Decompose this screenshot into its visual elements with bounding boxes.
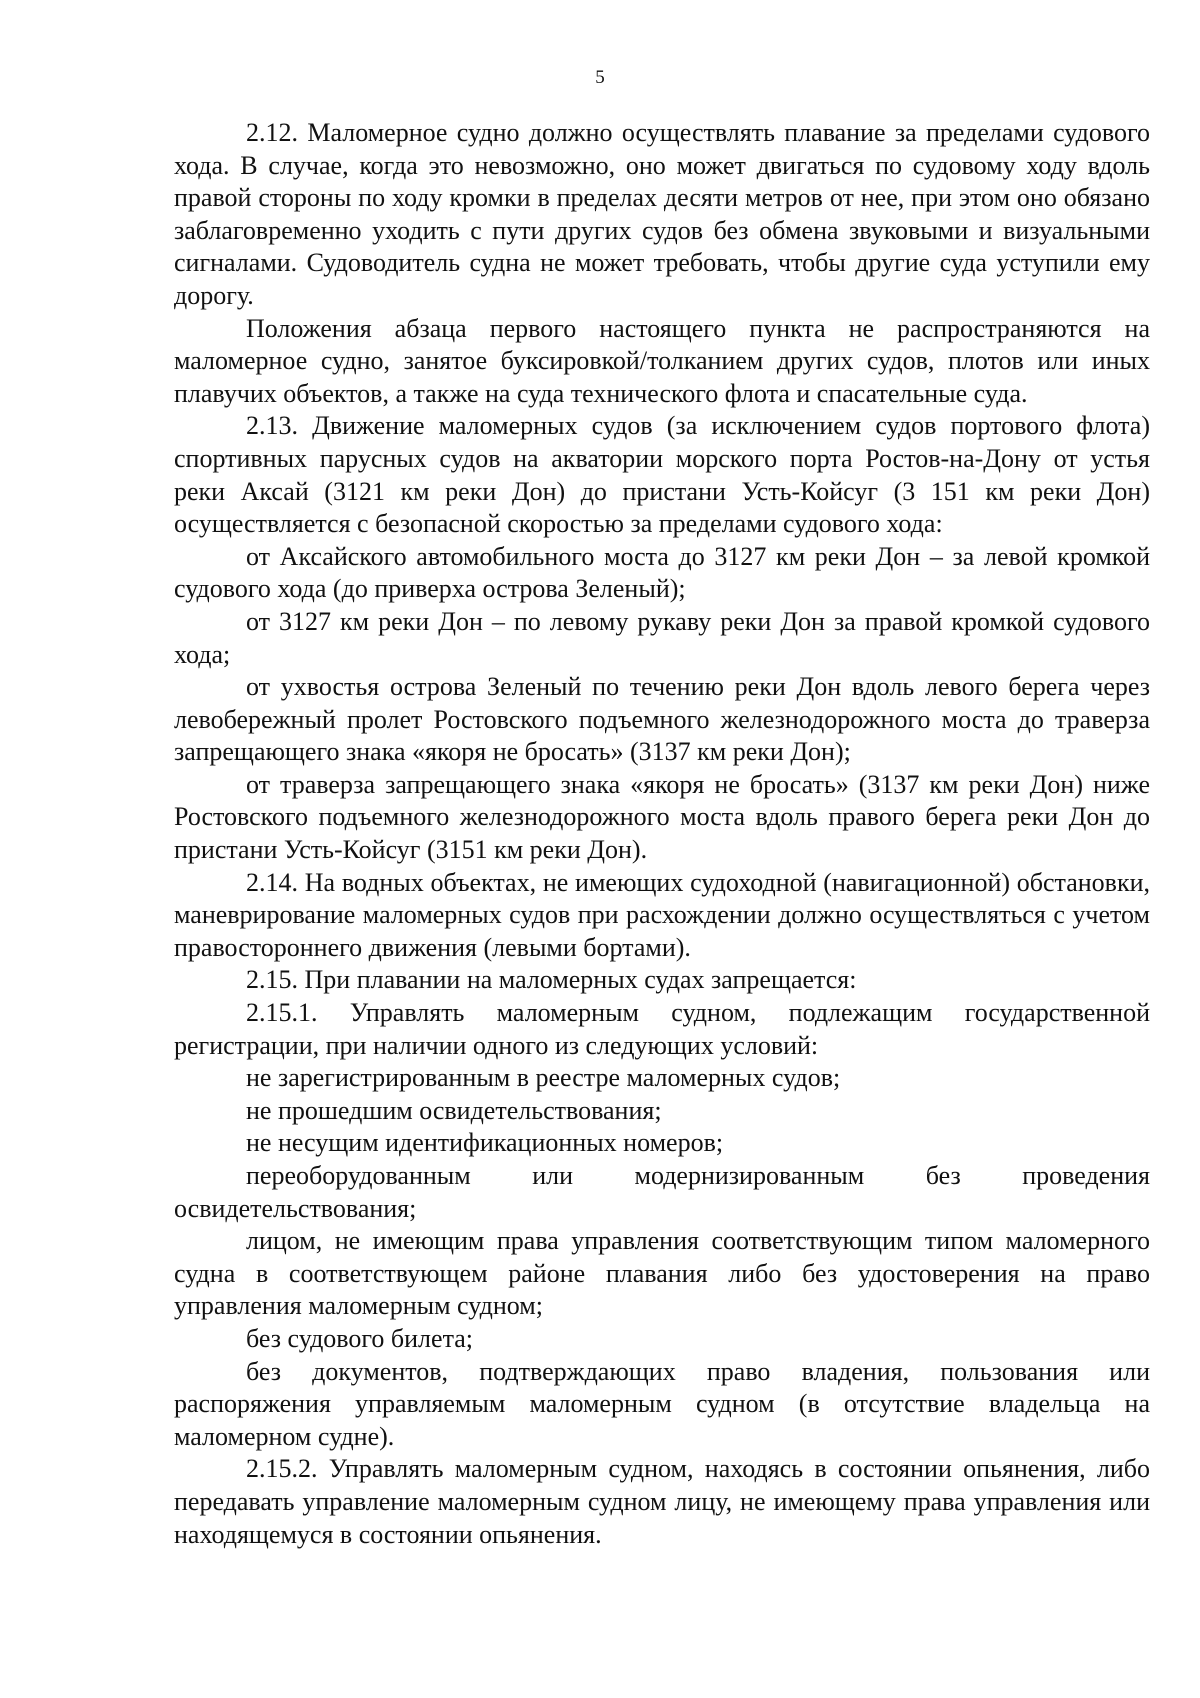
page-number: 5 <box>595 67 605 88</box>
paragraph-2-12-note: Положения абзаца первого настоящего пункта не распространяются на маломерное судно, занятое буксировкой/толканием других судов, плотов или иных плавучих объектов, а также на суда технического флота и спасательные суда. <box>174 313 1150 408</box>
paragraph-2-15: 2.15. При плавании на маломерных судах запрещается: <box>246 965 857 995</box>
paragraph-2-15-1: 2.15.1. Управлять маломерным судном, подлежащим государственной регистрации, при наличии одного из следующих условий: <box>174 998 1150 1060</box>
paragraph-2-13-item-1: от Аксайского автомобильного моста до 3127 км реки Дон – за левой кромкой судового хода (до приверха острова Зеленый); <box>174 541 1150 604</box>
paragraph-2-14: 2.14. На водных объектах, не имеющих судоходной (навигационной) обстановки, маневрирование маломерных судов при расхождении должно осуществляться с учетом правостороннего движения (левыми бортами). <box>174 867 1150 962</box>
paragraph-2-15-1-item-4: переоборудованным или модернизированным без проведения освидетельствования; <box>174 1161 1150 1223</box>
paragraph-2-13-item-4: от траверза запрещающего знака «якоря не бросать» (3137 км реки Дон) ниже Ростовского подъемного железнодорожного моста вдоль правого берега реки Дон до пристани Усть-Койсуг (3151 км реки Дон). <box>174 769 1150 865</box>
paragraph-2-15-1-item-6: без судового билета; <box>246 1323 474 1353</box>
paragraph-2-13-item-2: от 3127 км реки Дон – по левому рукаву реки Дон за правой кромкой судового хода; <box>174 606 1150 669</box>
paragraph-2-12: 2.12. Маломерное судно должно осуществлять плавание за пределами судового хода. В случае, когда это невозможно, оно может двигаться по судовому ходу вдоль правой стороны по ходу кромки в пределах десяти метров от нее, при этом оно обязано заблаговременно уходить с пути других судов без обмена звуковыми и визуальными сигналами. Судоводитель судна не может требовать, чтобы другие суда уступили ему дорогу. <box>174 118 1150 310</box>
paragraph-2-15-1-item-1: не зарегистрированным в реестре маломерных судов; <box>246 1063 841 1093</box>
paragraph-2-13: 2.13. Движение маломерных судов (за исключением судов портового флота) спортивных парусных судов на акватории морского порта Ростов-на-Дону от устья реки Аксай (3121 км реки Дон) до пристани Усть-Койсуг (3 151 км реки Дон) осуществляется с безопасной скоростью за пределами судового хода: <box>174 411 1150 539</box>
paragraph-2-15-1-item-3: не несущим идентификационных номеров; <box>246 1128 724 1158</box>
paragraph-2-15-1-item-2: не прошедшим освидетельствования; <box>246 1095 662 1125</box>
document-body <box>174 117 1150 1551</box>
paragraph-2-15-1-item-7: без документов, подтверждающих право владения, пользования или распоряжения управляемым маломерным судном (в отсутствие владельца на маломерном судне). <box>174 1356 1150 1451</box>
paragraph-2-15-2: 2.15.2. Управлять маломерным судном, находясь в состоянии опьянения, либо передавать управление маломерным судном лицу, не имеющему права управления или находящемуся в состоянии опьянения. <box>174 1454 1150 1549</box>
paragraph-2-13-item-3: от ухвостья острова Зеленый по течению реки Дон вдоль левого берега через левобережный пролет Ростовского подъемного железнодорожного моста до траверза запрещающего знака «якоря не бросать» (3137 км реки Дон); <box>174 672 1150 767</box>
paragraph-2-15-1-item-5: лицом, не имеющим права управления соответствующим типом маломерного судна в соответствующем районе плавания либо без удостоверения на право управления маломерным судном; <box>174 1226 1150 1321</box>
